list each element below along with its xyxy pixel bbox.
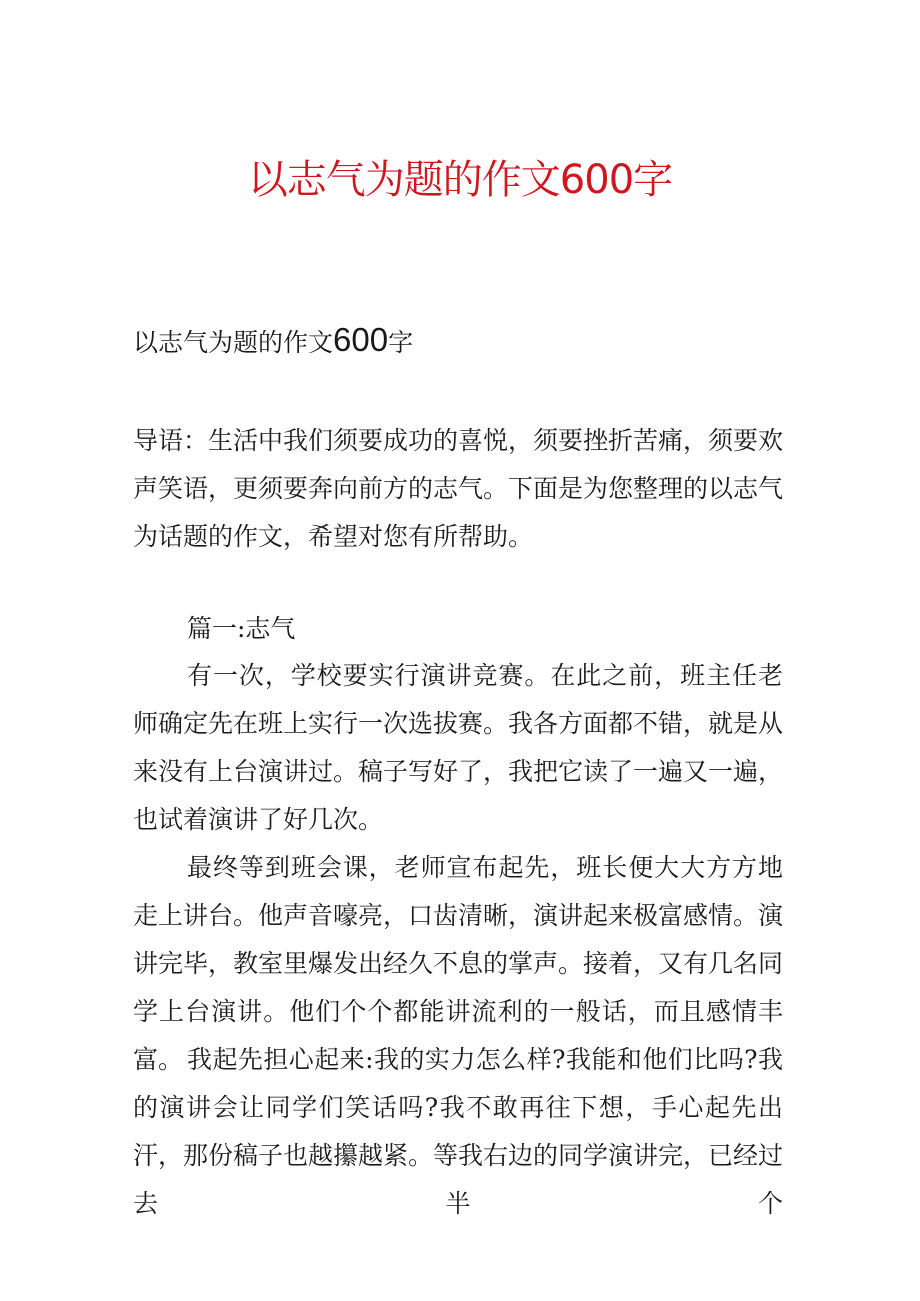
body-paragraph-1: 有一次，学校要实行演讲竞赛。在此之前，班主任老师确定先在班上实行一次选拔赛。我各方面都不错，就是从来没有上台演讲过。稿子写好了，我把它读了一遍又一遍，也试着演讲了好几次。	[133, 661, 784, 834]
section-heading: 篇一:志气	[187, 614, 296, 643]
body-paragraph-2: 最终等到班会课，老师宣布起先，班长便大大方方地走上讲台。他声音嚎亮，口齿清晰，演讲起来极富感情。演讲完毕，教室里爆发出经久不息的掌声。接着，又有几名同学上台演讲。他们个个都能讲流利的一般话，而且感情丰富。	[133, 853, 784, 1074]
intro-paragraph: 导语：生活中我们须要成功的喜悦，须要挫折苦痛，须要欢声笑语，更须要奔向前方的志气。下面是为您整理的以志气为话题的作文，希望对您有所帮助。	[133, 426, 784, 551]
document-title: 以志气为题的作文600字	[247, 157, 673, 203]
body-paragraph-3: 我起先担心起来:我的实力怎么样?我能和他们比吗?我的演讲会让同学们笑话吗?我不敢再往下想，手心起先出汗，那份稿子也越攥越紧。等我右边的同学演讲完，已经过去半个	[133, 1045, 784, 1218]
subtitle-number: 600	[333, 321, 389, 358]
document-subtitle	[133, 318, 413, 365]
subtitle-suffix: 字	[388, 328, 414, 357]
subtitle-text: 以志气为题的作文	[133, 328, 334, 357]
